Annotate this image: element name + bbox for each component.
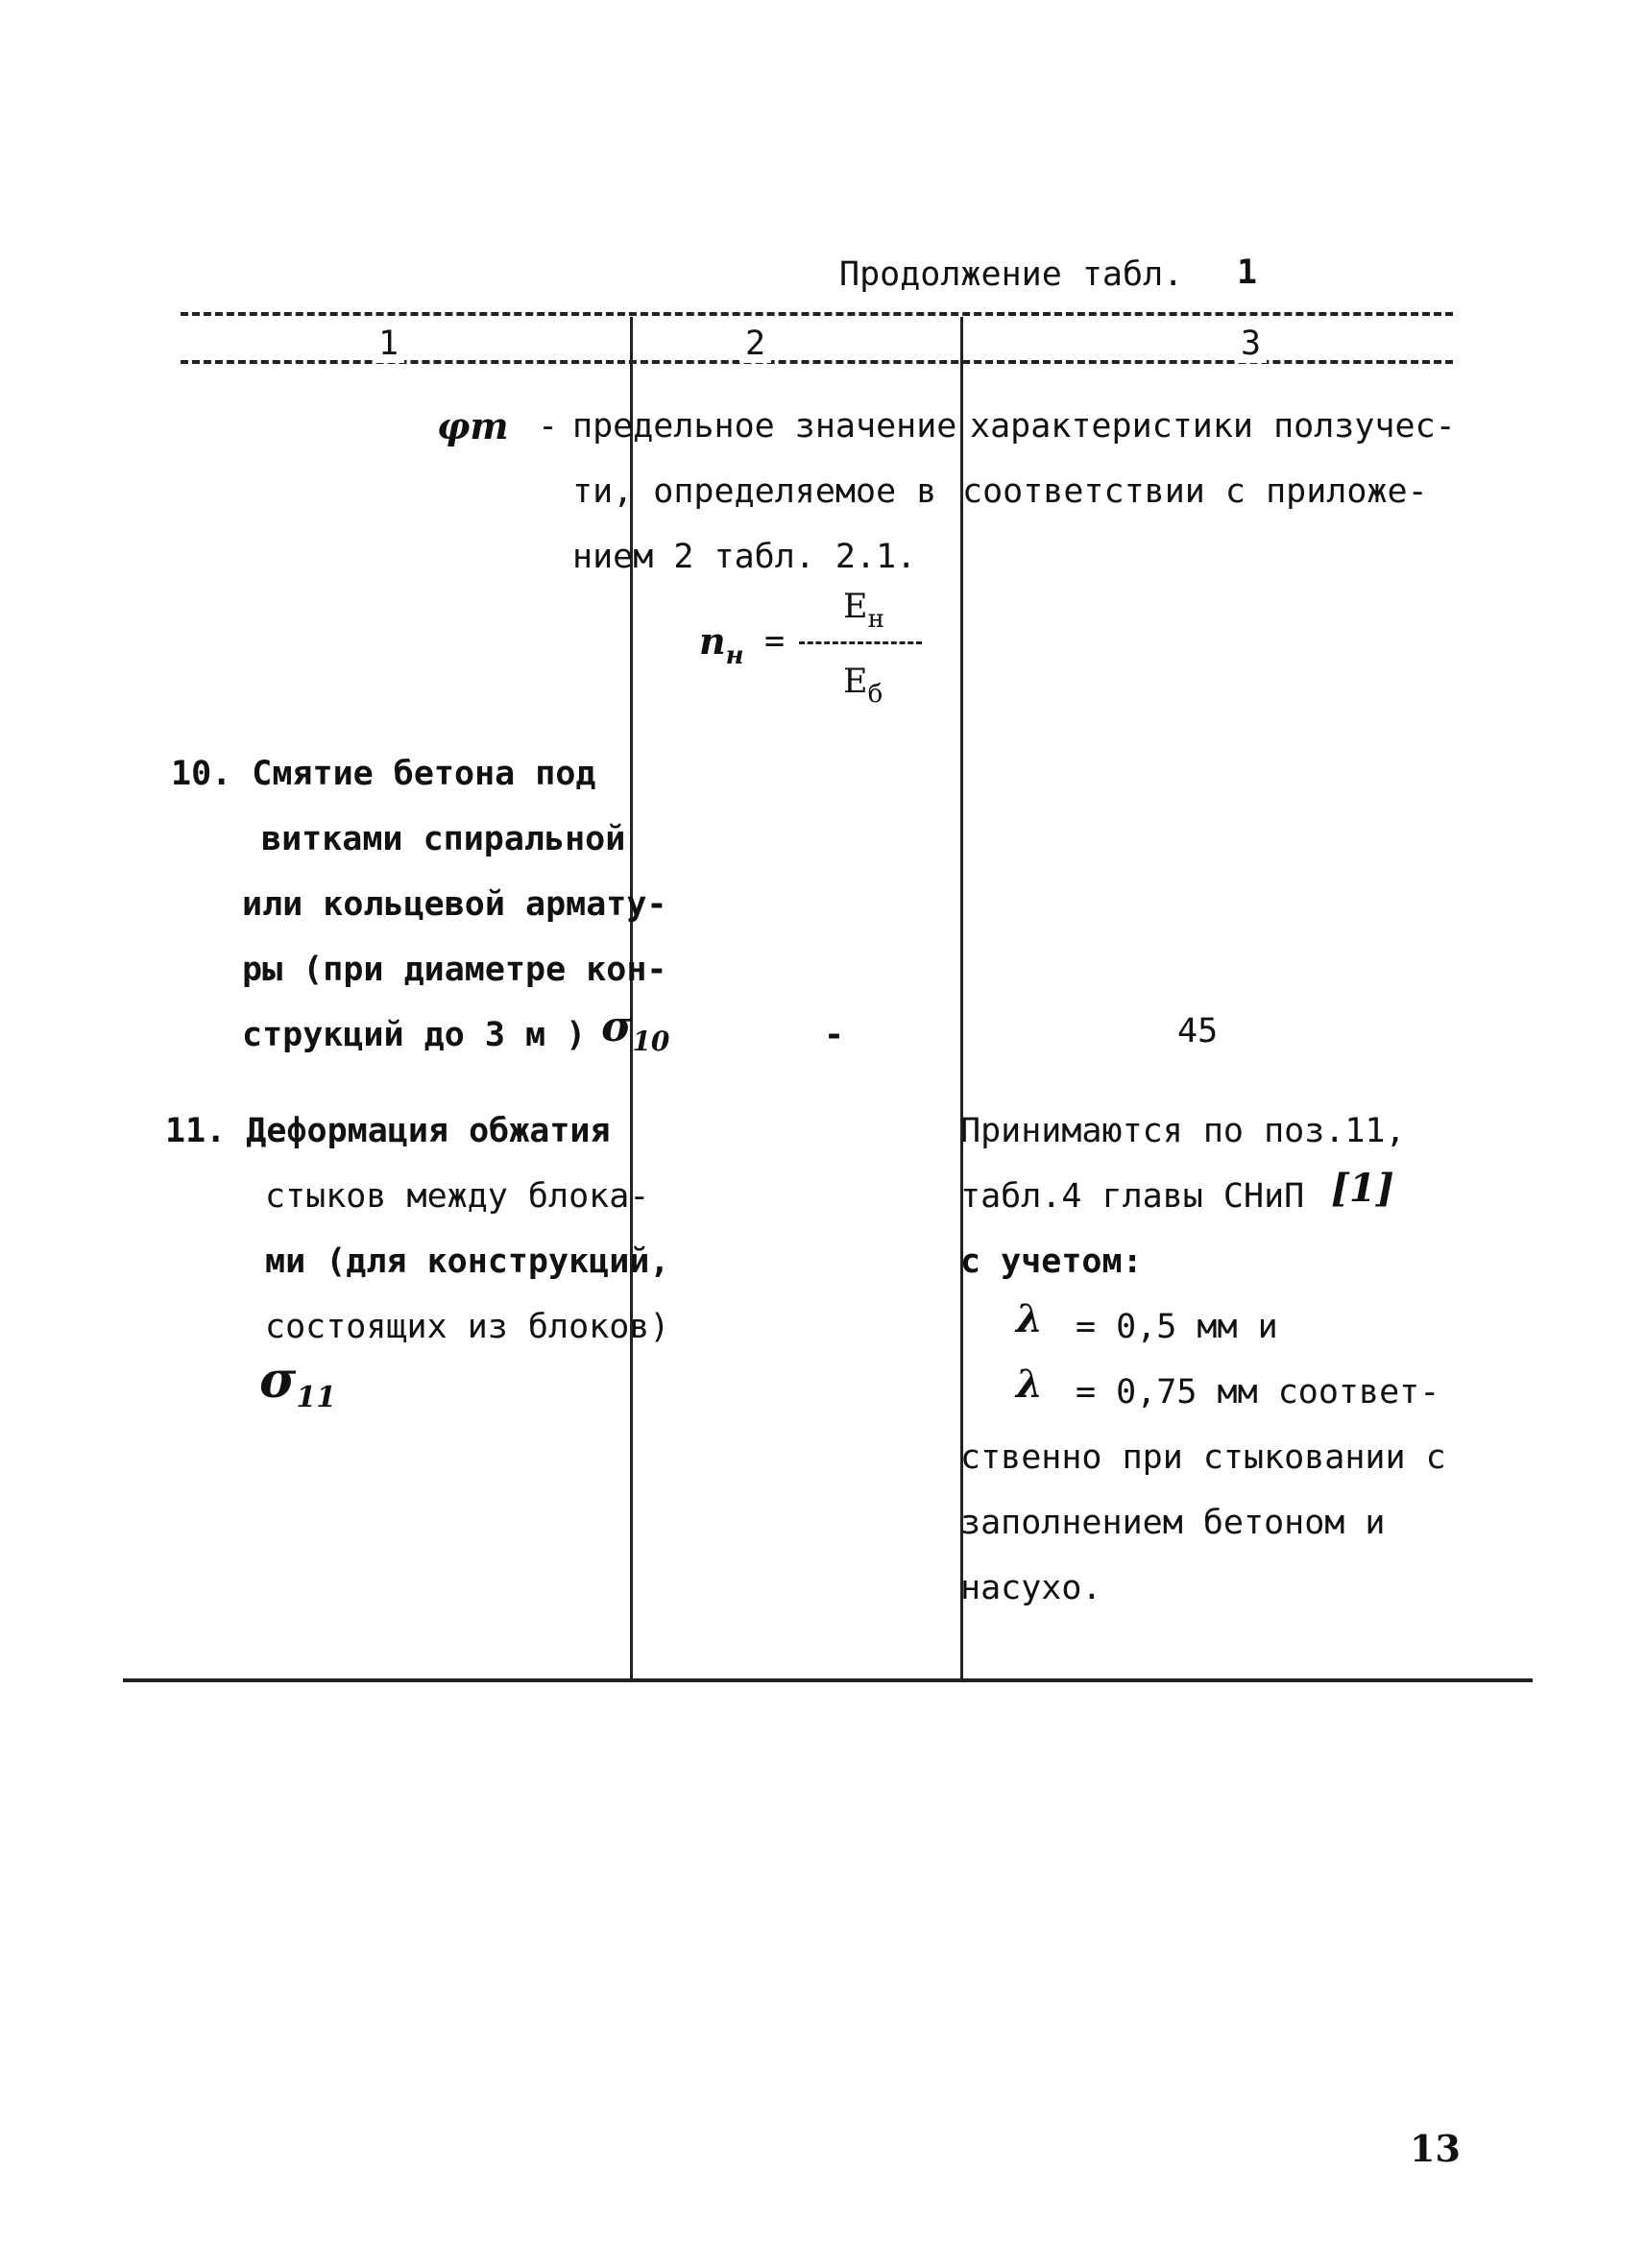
row10-line-3: или кольцевой армату- (242, 885, 667, 924)
column-divider-2 (960, 317, 963, 1682)
row11-col3-line-7: заполнением бетоном и (960, 1504, 1386, 1542)
table-number: 1 (1237, 253, 1258, 292)
row11-reference: [1] (1331, 1166, 1394, 1211)
row11-col3-line-6: ственно при стыковании с (960, 1438, 1446, 1477)
row10-col3-value: 45 (1177, 1012, 1219, 1050)
row11-col3-line-4: = 0,5 мм и (1076, 1308, 1278, 1346)
table-continuation-label: Продолжение табл. (839, 255, 1184, 294)
phi-line-3-col2: нием 2 табл. 2.1. (572, 538, 917, 576)
phi-line-1-col2: предельное значение (572, 407, 957, 446)
column-divider-1 (630, 317, 633, 1682)
row11-sigma-symbol: σ11 (259, 1351, 337, 1414)
row10-line-5: струкций до 3 м ) (242, 1016, 587, 1054)
phi-dash: - (538, 407, 559, 446)
row11-col3-line-1: Принимаются по поз.11, (960, 1112, 1406, 1150)
phi-symbol: φm (437, 404, 509, 447)
phi-line-1-col3: характеристики ползучес- (970, 407, 1456, 446)
row11-line-3: ми (для конструкций, (265, 1243, 670, 1281)
phi-line-2-col3: соответствии с приложе- (962, 472, 1428, 511)
row10-line-4: ры (при диаметре кон- (242, 951, 667, 989)
formula-fraction-bar (799, 641, 922, 644)
row11-line-2: стыков между блока- (265, 1177, 650, 1216)
row11-col3-line-8: насухо. (960, 1569, 1102, 1607)
row10-sigma-symbol: $\sigma_{10}$ (601, 1002, 670, 1057)
row11-line-4: состоящих из блоков) (265, 1308, 670, 1346)
formula-numerator: $E_н$ (843, 588, 884, 634)
header-top-rule (181, 312, 1453, 316)
row11-line-1: 11. Деформация обжатия (165, 1112, 611, 1150)
table-bottom-rule (123, 1678, 1533, 1682)
formula-equals: = (764, 622, 786, 661)
formula-lhs: $n_н$ (699, 619, 744, 670)
row10-col2-value: - (824, 1016, 845, 1054)
row11-col3-line-5: = 0,75 мм соответ- (1076, 1373, 1440, 1411)
column-header-2: 2 (739, 325, 771, 363)
column-header-1: 1 (373, 325, 404, 363)
lambda-symbol-1: λ (1016, 1296, 1044, 1341)
row11-col3-line-2: табл.4 главы СНиП (960, 1177, 1305, 1216)
lambda-symbol-2: λ (1016, 1362, 1044, 1407)
row10-line-2: витками спиральной (261, 820, 626, 858)
row11-col3-line-3: с учетом: (960, 1243, 1143, 1281)
phi-line-2-col2: ти, определяемое в (572, 472, 937, 511)
formula-denominator: $E_б$ (843, 663, 883, 709)
page-number: 13 (1410, 2127, 1461, 2170)
row10-line-1: 10. Смятие бетона под (171, 755, 596, 793)
column-header-3: 3 (1235, 325, 1267, 363)
